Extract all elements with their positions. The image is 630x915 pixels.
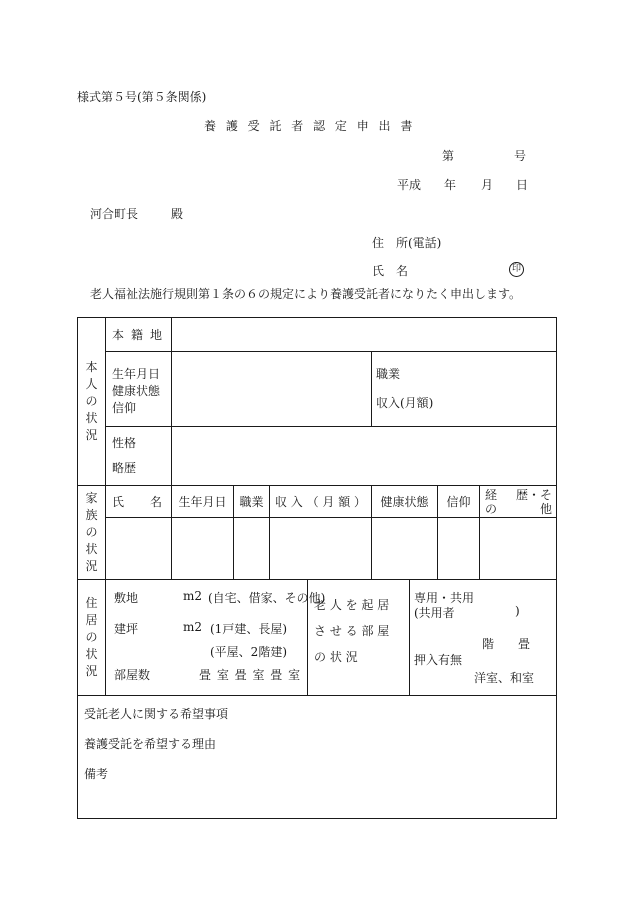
label-reason: 養護受託を希望する理由 (84, 737, 217, 751)
family-health-value[interactable] (372, 518, 438, 580)
family-birth-value[interactable] (172, 518, 234, 580)
rooms-units: 畳 室 畳 室 畳 室 (199, 668, 302, 682)
label-room-style: 洋室、和室 (474, 671, 535, 685)
family-occupation-value[interactable] (234, 518, 270, 580)
character-history-value[interactable] (172, 427, 557, 486)
label-notes: 備考 (84, 767, 109, 781)
birth-health-faith-value[interactable] (172, 352, 372, 427)
label-site: 敷地 (114, 591, 139, 605)
label-floor-mat: 階 畳 (482, 637, 531, 651)
date-month: 月 (481, 178, 494, 192)
floor-note-1: (1戸建、長屋) (210, 622, 287, 636)
label-shared-with: (共用者 (414, 606, 455, 620)
label-income: 収入(月額) (376, 396, 434, 410)
name-label: 氏 名 (372, 264, 409, 278)
addressee-honorific: 殿 (171, 207, 184, 221)
label-occupation: 職業 (376, 367, 401, 381)
label-family-income: 収 入 （ 月 額 ） (270, 486, 372, 518)
seal-stamp-icon: 印 (509, 260, 524, 277)
statement: 老人福祉法施行規則第１条の６の規定により養護受託者になりたく申出します。 (90, 287, 522, 301)
floor-note-2: (平屋、2階建) (210, 645, 287, 659)
application-table (77, 317, 557, 819)
label-birth-health-faith: 生年月日 健康状態 信仰 (106, 352, 172, 427)
label-dedicated-shared: 専用・共用 (414, 591, 475, 605)
label-family-name: 氏 名 (106, 486, 172, 518)
residence-info-cell[interactable] (106, 580, 326, 696)
form-number: 様式第５号(第５条関係) (77, 90, 207, 104)
label-family-occupation: 職業 (234, 486, 270, 518)
occupation-income-cell[interactable] (372, 352, 557, 427)
floor-unit: m2 (183, 620, 203, 634)
label-family-career: 経 歴・そ の 他 (480, 486, 557, 518)
remarks-cell[interactable] (78, 696, 557, 819)
label-family-birth: 生年月日 (172, 486, 234, 518)
label-family-faith: 信仰 (438, 486, 480, 518)
shared-with-close: ) (515, 604, 520, 618)
label-wishes: 受託老人に関する希望事項 (84, 707, 229, 721)
label-rooms: 部屋数 (114, 668, 151, 682)
label-character-history: 性格 略歴 (106, 427, 172, 486)
label-closet: 押入有無 (414, 653, 463, 667)
number-label-go: 号 (514, 149, 527, 163)
number-label-dai: 第 (442, 149, 455, 163)
label-domicile: 本 籍 地 (106, 318, 172, 352)
site-note: (自宅、借家、その他) (208, 591, 326, 605)
label-family-health: 健康状態 (372, 486, 438, 518)
address-label: 住 所(電話) (372, 236, 442, 250)
label-elder-room: 老 人 を 起 居 さ せ る 部 屋 の 状 況 (308, 580, 410, 696)
section-residence: 住 居 の 状 況 (78, 580, 106, 696)
section-self: 本 人 の 状 況 (78, 318, 106, 486)
room-details-cell[interactable] (410, 580, 557, 696)
family-career-value[interactable] (480, 518, 557, 580)
date-year: 年 (444, 178, 457, 192)
family-income-value[interactable] (270, 518, 372, 580)
family-faith-value[interactable] (438, 518, 480, 580)
date-day: 日 (516, 178, 529, 192)
label-floor: 建坪 (114, 622, 139, 636)
domicile-value[interactable] (172, 318, 557, 352)
date-era: 平成 (397, 178, 422, 192)
addressee: 河合町長 (90, 207, 139, 221)
family-name-value[interactable] (106, 518, 172, 580)
section-family: 家 族 の 状 況 (78, 486, 106, 580)
form-title: 養 護 受 託 者 認 定 申 出 書 (204, 119, 416, 133)
site-unit: m2 (183, 589, 203, 603)
